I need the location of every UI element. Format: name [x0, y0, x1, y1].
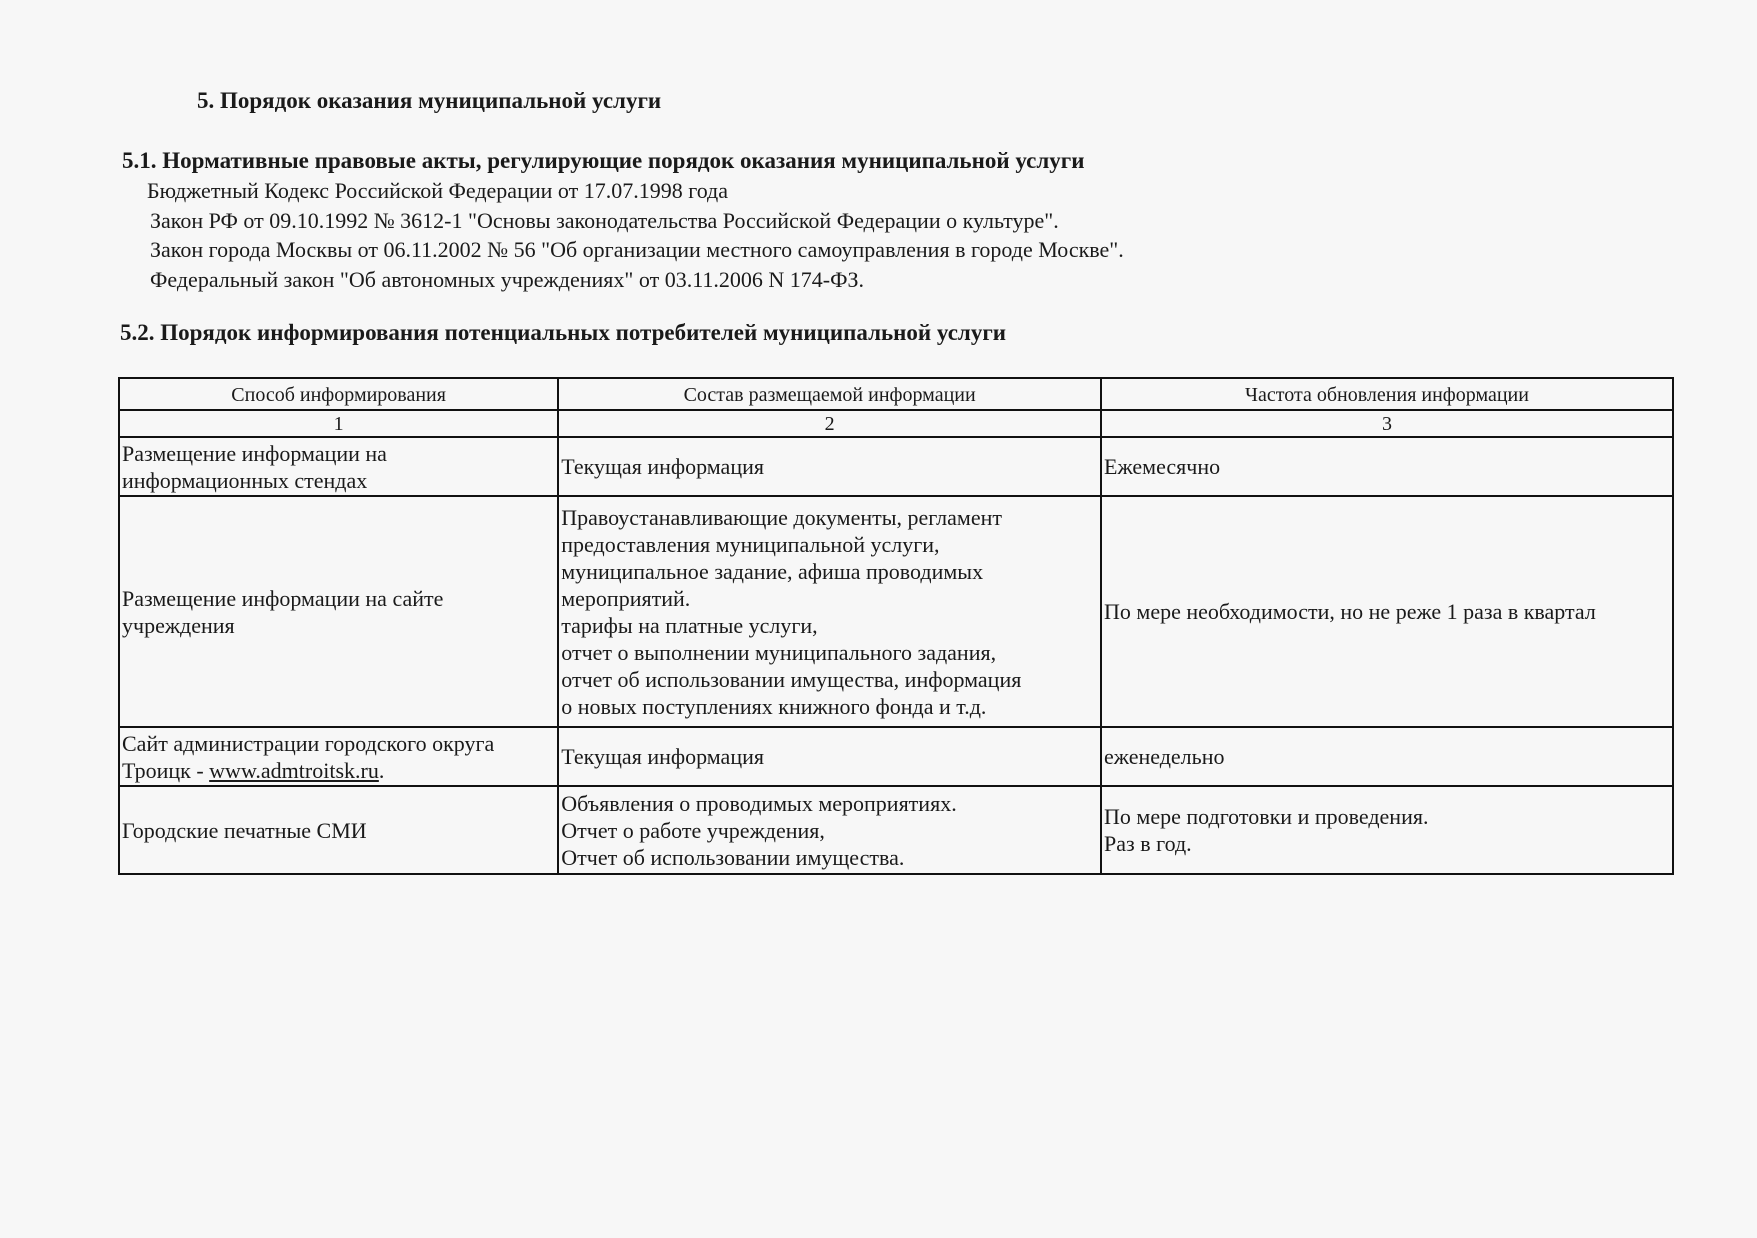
frequency-cell: По мере необходимости, но не реже 1 раза в квартал: [1101, 496, 1673, 727]
method-cell: Размещение информации на сайте учреждения: [119, 496, 558, 727]
method-cell: Размещение информации на информационных стендах: [119, 437, 558, 496]
table-row: [119, 786, 1673, 874]
content-cell: Правоустанавливающие документы, регламент предоставления муниципальной услуги, муниципальное задание, афиша проводимых мероприятий. тарифы на платные услуги, отчет о выполнении муниципального задания, отчет об использовании имущества, информация о новых поступлениях книжного фонда и т.д.: [558, 496, 1101, 727]
content-cell: Объявления о проводимых мероприятиях. Отчет о работе учреждения, Отчет об использовании имущества.: [558, 786, 1101, 874]
legal-act-item: Закон РФ от 09.10.1992 № 3612-1 "Основы законодательства Российской Федерации о культуре".: [150, 207, 1059, 233]
method-cell: Городские печатные СМИ: [119, 786, 558, 874]
method-cell: Сайт администрации городского округа Троицк - www.admtroitsk.ru.: [119, 727, 558, 786]
legal-acts-heading: 5.1. Нормативные правовые акты, регулирующие порядок оказания муниципальной услуги: [122, 148, 1085, 173]
legal-act-item: Федеральный закон "Об автономных учреждениях" от 03.11.2006 N 174-ФЗ.: [150, 266, 864, 292]
column-number: 2: [558, 410, 1101, 437]
admin-site-link[interactable]: www.admtroitsk.ru: [209, 757, 379, 783]
column-header-method: Способ информирования: [119, 378, 558, 410]
frequency-cell: еженедельно: [1101, 727, 1673, 786]
legal-acts-list: [148, 176, 1124, 294]
legal-act-item: Закон города Москвы от 06.11.2002 № 56 "Об организации местного самоуправления в городе Москве".: [150, 237, 1124, 262]
column-number: 1: [119, 410, 558, 437]
column-number: 3: [1101, 410, 1673, 437]
column-header-content: Состав размещаемой информации: [558, 378, 1101, 410]
table-row: [119, 727, 1673, 786]
table-row: [119, 496, 1673, 727]
content-cell: Текущая информация: [558, 437, 1101, 496]
informing-heading: 5.2. Порядок информирования потенциальных потребителей муниципальной услуги: [120, 320, 1007, 345]
frequency-cell: По мере подготовки и проведения. Раз в год.: [1101, 786, 1673, 874]
table-row: [119, 437, 1673, 496]
content-cell: Текущая информация: [558, 727, 1101, 786]
legal-act-item: Бюджетный Кодекс Российской Федерации от 17.07.1998 года: [147, 178, 729, 203]
section-title: 5. Порядок оказания муниципальной услуги: [197, 88, 662, 113]
informing-table: [118, 377, 1674, 875]
column-number-row: [119, 410, 1673, 437]
table-header-row: [119, 378, 1673, 410]
frequency-cell: Ежемесячно: [1101, 437, 1673, 496]
column-header-frequency: Частота обновления информации: [1101, 378, 1673, 410]
